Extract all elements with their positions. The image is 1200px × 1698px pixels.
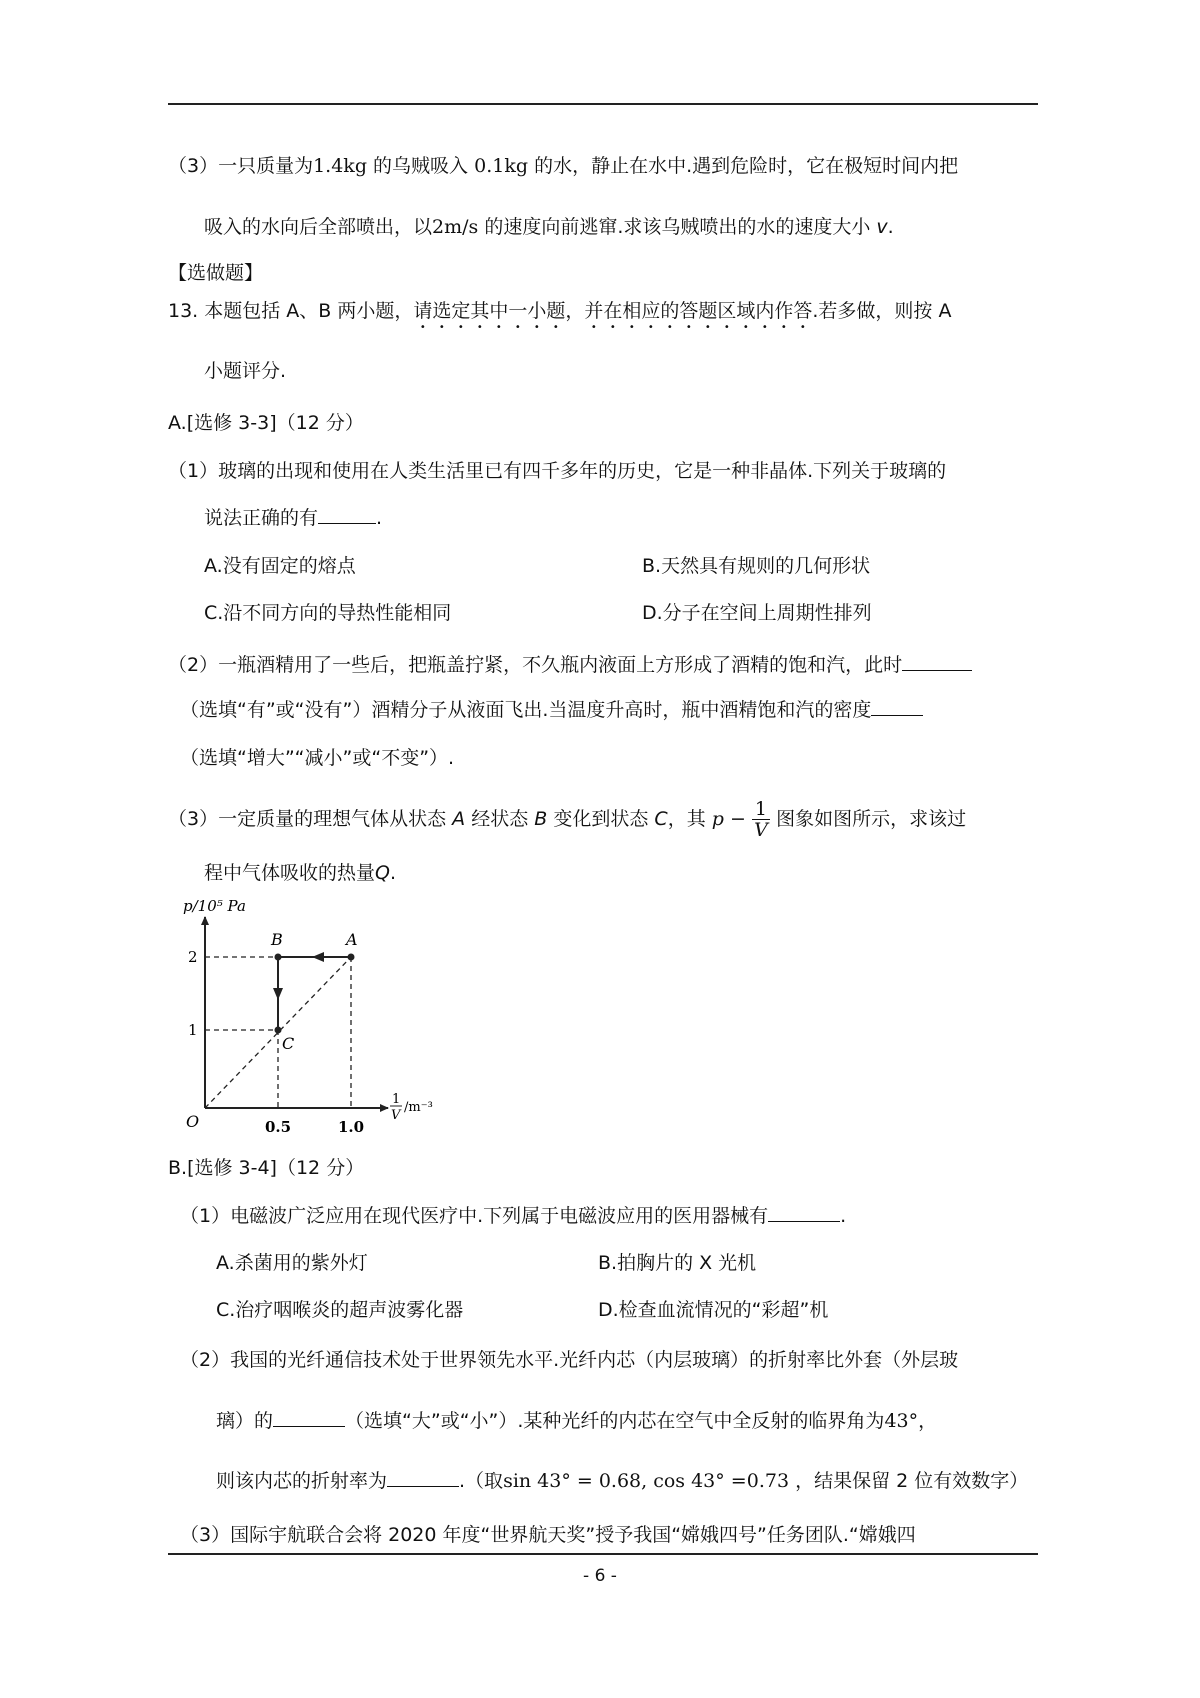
- point-b: [275, 954, 282, 961]
- part-b-option-c: C.治疗咽喉炎的超声波雾化器: [216, 1299, 464, 1321]
- q13-line2: 小题评分.: [204, 360, 287, 382]
- x-axis-label-den: V: [391, 1108, 401, 1123]
- y-tick-1: 1: [188, 1021, 198, 1039]
- part-a-q1-line2: 说法正确的有 .: [204, 507, 383, 529]
- part-a-option-b: B.天然具有规则的几何形状: [642, 555, 871, 577]
- header-rule: [168, 103, 1038, 105]
- part-a-option-a: A.没有固定的熔点: [204, 555, 356, 577]
- section-title: 【选做题】: [168, 262, 264, 284]
- answer-blank[interactable]: [273, 1408, 345, 1427]
- part-a-header: A.[选修 3-3]（12 分）: [168, 412, 364, 434]
- part-b-option-b: B.拍胸片的 X 光机: [598, 1252, 757, 1274]
- x-tick-0-5: 0.5: [265, 1118, 292, 1135]
- p-inverse-v-graph: [180, 895, 450, 1135]
- q13-line1: 13. 本题包括 A、B 两小题，请选定其中一小题，并在相应的答题区域内作答.若多做，则按 A: [168, 300, 952, 322]
- part-b-q2-line3: 则该内芯的折射率为 .（取sin 43° = 0.68, cos 43° =0.73 ，结果保留 2 位有效数字）: [216, 1470, 1029, 1492]
- part-b-q2-line1: （2）我国的光纤通信技术处于世界领先水平.光纤内芯（内层玻璃）的折射率比外套（外层玻: [180, 1349, 959, 1371]
- part-b-header: B.[选修 3-4]（12 分）: [168, 1157, 365, 1179]
- part-a-q2-line2: （选填“有”或“没有”）酒精分子从液面飞出.当温度升高时，瓶中酒精饱和汽的密度: [180, 697, 923, 723]
- part-a-q3-line2: 程中气体吸收的热量Q.: [204, 862, 397, 884]
- page-number: - 6 -: [583, 1566, 617, 1586]
- x-tick-1-0: 1.0: [338, 1118, 365, 1135]
- part-a-q2-line1: （2）一瓶酒精用了一些后，把瓶盖拧紧，不久瓶内液面上方形成了酒精的饱和汽，此时: [168, 652, 972, 678]
- part-b-q2-line2: 璃）的 （选填“大”或“小”）.某种光纤的内芯在空气中全反射的临界角为43°，: [216, 1410, 938, 1432]
- origin-label: O: [186, 1112, 200, 1131]
- answer-blank[interactable]: [318, 505, 376, 524]
- x-axis-label: /m⁻³: [404, 1100, 433, 1115]
- label-b: B: [271, 930, 283, 949]
- label-c: C: [282, 1034, 295, 1053]
- answer-blank[interactable]: [871, 697, 923, 716]
- answer-blank[interactable]: [902, 652, 972, 671]
- part-a-q1-line1: （1）玻璃的出现和使用在人类生活里已有四千多年的历史，它是一种非晶体.下列关于玻璃的: [168, 460, 947, 482]
- y-axis-label: p/10⁵ Pa: [183, 897, 246, 915]
- part-b-q1-line1: （1）电磁波广泛应用在现代医疗中.下列属于电磁波应用的医用器械有 .: [180, 1205, 847, 1227]
- y-tick-2: 2: [188, 948, 198, 966]
- part-a-option-c: C.沿不同方向的导热性能相同: [204, 602, 452, 624]
- part-a-q3-line1: （3）一定质量的理想气体从状态 A 经状态 B 变化到状态 C，其 p − $\frac{1}{V}$ 图象如图所示，求该过: [168, 798, 967, 841]
- part-b-q3-line1: （3）国际宇航联合会将 2020 年度“世界航天奖”授予我国“嫦娥四号”任务团队.“嫦娥四: [180, 1524, 916, 1546]
- answer-blank[interactable]: [387, 1468, 459, 1487]
- point-c: [275, 1027, 282, 1034]
- point-a: [348, 954, 355, 961]
- part-b-option-a: A.杀菌用的紫外灯: [216, 1252, 368, 1274]
- x-axis-label-num: 1: [392, 1092, 401, 1107]
- one-over-v-fraction: $\frac{1}{V}$: [752, 799, 770, 840]
- q12-3-line2: 吸入的水向后全部喷出，以2m/s 的速度向前逃窜.求该乌贼喷出的水的速度大小 v.: [204, 216, 894, 238]
- part-a-q2-line3: （选填“增大”“减小”或“不变”）.: [180, 747, 455, 769]
- part-a-option-d: D.分子在空间上周期性排列: [642, 602, 872, 624]
- label-a: A: [346, 930, 358, 949]
- answer-blank[interactable]: [768, 1203, 840, 1222]
- footer-rule: [168, 1553, 1038, 1555]
- q12-3-line1: （3）一只质量为1.4kg 的乌贼吸入 0.1kg 的水，静止在水中.遇到危险时，它在极短时间内把: [168, 155, 959, 177]
- part-b-option-d: D.检查血流情况的“彩超”机: [598, 1299, 829, 1321]
